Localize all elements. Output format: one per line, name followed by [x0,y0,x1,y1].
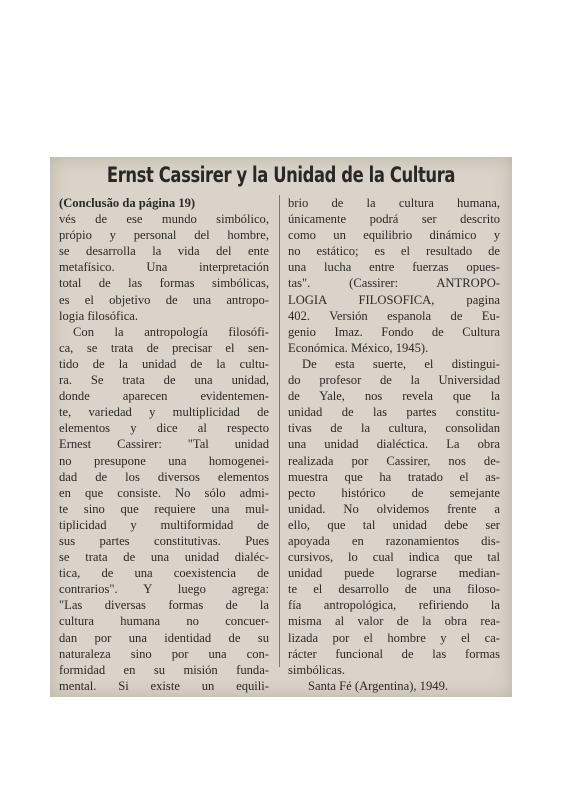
text-line: vés de ese mundo simbólico, [59,212,269,227]
text-line: ca, se trata de precisar el sen- [59,340,269,355]
text-line: do profesor de la Universidad [288,373,500,388]
text-line: se trata de una unidad dialéc- [59,550,269,565]
text-line: dad de los diversos elementos [59,469,269,484]
text-line: Con la antropología filosófi- [73,324,269,339]
right-column [288,195,500,694]
text-line: donde aparecen evidentemen- [59,389,269,404]
column-divider [279,195,280,667]
text-line: cursivos, lo cual indica que tal [288,550,500,565]
text-line: no estático; es el resultado de [288,244,500,259]
text-line: Económica. México, 1945). [288,340,429,355]
newspaper-clipping [50,157,512,697]
article-headline: Ernst Cassirer y la Unidad de la Cultura [106,163,456,187]
text-line: brio de la cultura humana, [288,196,500,210]
text-line: tiplicidad y multiformidad de [59,517,269,532]
text-line: te el desarrollo de una filoso- [288,582,500,597]
text-line: De esta suerte, el distingui- [302,356,500,371]
text-line: elementos y dice al respecto [59,421,269,436]
text-line: una unidad dialéctica. La obra [288,437,500,452]
text-line: no presupone una homogenei- [59,453,269,468]
text-line: se desarrolla la vida del ente [59,244,269,259]
text-line: dan por una identidad de su [59,630,269,645]
text-line: de Yale, nos revela que la [288,389,500,404]
text-line: unidad. No olvidemos frente a [288,501,500,516]
text-line: total de las formas simbólicas, [59,276,269,291]
text-line: rácter funcional de las formas [288,646,500,661]
text-line: ra. Se trata de una unidad, [59,373,269,388]
text-line: muestra que ha tratado el as- [288,469,500,484]
text-line: Santa Fé (Argentina), 1949. [308,678,449,693]
text-line: genio Imaz. Fondo de Cultura [288,324,500,339]
text-line: unidad puede lograrse median- [288,566,500,581]
text-line: tica, de una coexistencia de [59,566,269,581]
text-line: "Las diversas formas de la [59,598,269,613]
text-line: unidad de las partes constitu- [288,405,500,420]
text-line: pecto histórico de semejante [288,485,500,500]
text-line: apoyada en razonamientos dis- [288,533,500,548]
text-line: LOGIA FILOSOFICA, pagina [288,292,500,307]
text-line: tido de la unidad de la cultu- [59,356,269,371]
text-line: simbólicas. [288,662,346,677]
text-line: fía antropológica, refiriendo la [288,598,500,613]
text-line: sus partes constitutivas. Pues [59,533,269,548]
text-line: te sino que requiere una mul- [59,501,269,516]
text-line: te, variedad y multiplicidad de [59,405,269,420]
text-line: metafísico. Una interpretación [59,260,269,275]
text-line: misma al valor de la obra rea- [288,614,500,629]
text-line: únicamente podrá ser descrito [288,212,500,227]
text-line: es el objetivo de una antropo- [59,292,269,307]
text-line: en que consiste. No sólo admi- [59,485,269,500]
text-line: lizada por el hombre y el ca- [288,630,500,645]
text-line: tas". (Cassirer: ANTROPO- [288,276,500,291]
text-line: formidad en su misión funda- [59,662,269,677]
text-line: realizada por Cassirer, nos de- [288,453,500,468]
text-line: ello, que tal unidad debe ser [288,517,500,532]
text-line: logia filosófica. [59,308,139,323]
left-column [59,195,269,694]
text-line: una lucha entre fuerzas opues- [288,260,500,275]
text-line: 402. Versión espanola de Eu- [288,308,500,323]
text-line: naturaleza sino por una con- [59,646,269,661]
text-line: tivas de la cultura, consolidan [288,421,500,436]
text-line: (Conclusão da página 19) [59,196,196,210]
text-line: própio y personal del hombre, [59,228,269,243]
text-line: Ernest Cassirer: "Tal unidad [59,437,269,452]
text-line: cultura humana no concuer- [59,614,269,629]
text-line: contrarios". Y luego agrega: [59,582,269,597]
text-line: como un equilibrio dinámico y [288,228,500,243]
text-line: mental. Si existe un equili- [59,678,269,693]
